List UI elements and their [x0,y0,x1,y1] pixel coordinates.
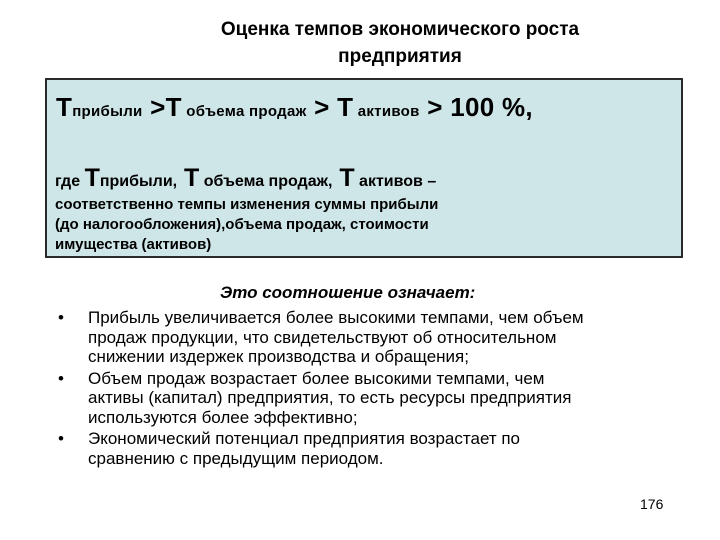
formula-sub-profit: прибыли [72,103,143,120]
def-t-profit: Т [84,164,100,192]
bullet-line: используются более эффективно; [88,407,358,427]
bullet-item [58,429,688,468]
bullet-line: снижении издержек производства и обращения; [88,347,469,366]
bullet-list [58,308,688,470]
formula-gt-1: > [142,92,166,122]
bullet-item [58,308,688,367]
def-sub-sales: объема продаж, [199,173,333,190]
definition-line [55,164,436,193]
means-heading: Это соотношение означает: [220,283,476,302]
formula-t-profit: Т [56,92,73,122]
formula-sub-assets: активов [353,103,420,120]
bullet-line: Прибыль увеличивается более высокими темпами, чем объем [88,308,584,327]
bullet-dot-icon: • [58,308,64,327]
growth-formula [56,92,533,123]
bullet-item [58,369,688,428]
formula-tail: > 100 %, [419,92,533,122]
title-line-2: предприятия [338,46,462,67]
bullet-line: Объем продаж возрастает более высокими темпами, чем [88,368,545,388]
formula-box [45,78,683,258]
page-number: 176 [640,496,664,512]
def-sub-assets: активов – [354,173,437,190]
desc-line: соответственно темпы изменения суммы прибыли [55,196,439,213]
desc-line: (до налогообложения),объема продаж, стоимости [55,216,429,233]
bullet-dot-icon: • [58,429,64,448]
title-line-1: Оценка темпов экономического роста [220,19,580,40]
def-t-assets: Т [332,164,355,192]
def-sub-profit: прибыли, [99,173,178,190]
bullet-line: Экономический потенциал предприятия возрастает по [88,429,520,448]
desc-line: имущества (активов) [55,236,212,253]
def-t-sales: Т [177,164,200,192]
formula-sub-sales: объема продаж [181,103,307,120]
formula-gt-2: > [306,92,338,122]
formula-t-assets: Т [337,92,354,122]
definition-description [55,195,575,255]
bullet-dot-icon: • [58,368,64,388]
bullet-line: сравнению с предыдущим периодом. [88,448,384,468]
slide-title [150,16,650,70]
bullet-line: активы (капитал) предприятия, то есть ресурсы предприятия [88,388,572,407]
where-word: где [55,173,85,190]
bullet-line: продаж продукции, что свидетельствуют об относительном [88,327,557,347]
formula-t-sales: Т [165,92,182,122]
